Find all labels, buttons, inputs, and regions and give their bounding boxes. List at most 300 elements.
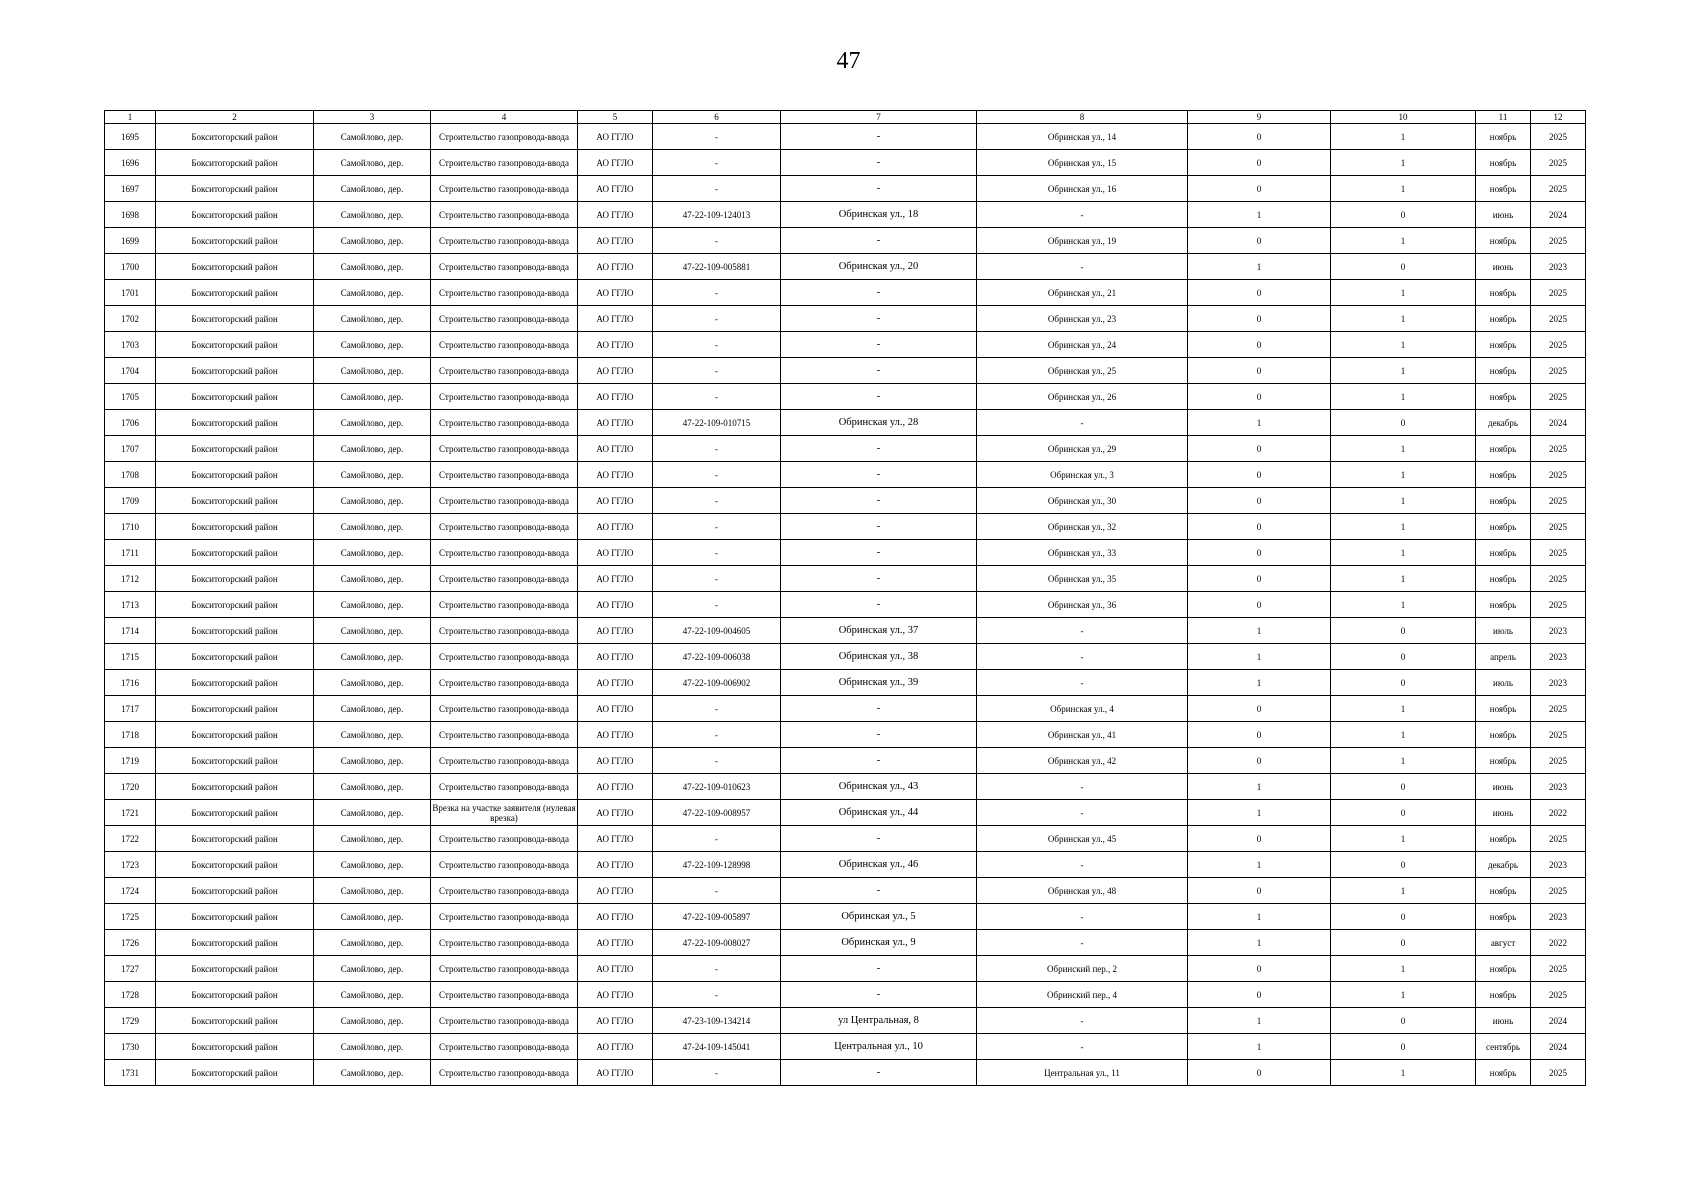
cell-year: 2025 bbox=[1531, 280, 1586, 306]
cell-organization: АО ГГЛО bbox=[578, 696, 653, 722]
column-header: 2 bbox=[156, 111, 314, 124]
cell-month: ноябрь bbox=[1476, 514, 1531, 540]
cell-district: Бокситогорский район bbox=[156, 774, 314, 800]
cell-connection-address: Обринская ул., 24 bbox=[977, 332, 1188, 358]
cell-month: июнь bbox=[1476, 800, 1531, 826]
cell-row-number: 1709 bbox=[105, 488, 156, 514]
cell-year: 2025 bbox=[1531, 722, 1586, 748]
cell-district: Бокситогорский район bbox=[156, 176, 314, 202]
table-row bbox=[105, 982, 1586, 1008]
cell-object-address: - bbox=[781, 462, 977, 488]
cell-month: ноябрь bbox=[1476, 566, 1531, 592]
cell-district: Бокситогорский район bbox=[156, 540, 314, 566]
cell-row-number: 1707 bbox=[105, 436, 156, 462]
cell-value-col10: 0 bbox=[1331, 644, 1476, 670]
cell-connection-address: - bbox=[977, 904, 1188, 930]
table-row bbox=[105, 696, 1586, 722]
cell-object-address: - bbox=[781, 592, 977, 618]
cell-settlement: Самойлово, дер. bbox=[314, 566, 431, 592]
table-row bbox=[105, 852, 1586, 878]
cell-settlement: Самойлово, дер. bbox=[314, 410, 431, 436]
cell-month: сентябрь bbox=[1476, 1034, 1531, 1060]
cell-month: июнь bbox=[1476, 254, 1531, 280]
cell-settlement: Самойлово, дер. bbox=[314, 306, 431, 332]
cell-row-number: 1710 bbox=[105, 514, 156, 540]
cell-district: Бокситогорский район bbox=[156, 488, 314, 514]
cell-value-col10: 1 bbox=[1331, 150, 1476, 176]
cell-work-type: Строительство газопровода-ввода bbox=[431, 462, 578, 488]
cell-value-col10: 1 bbox=[1331, 956, 1476, 982]
cell-month: ноябрь bbox=[1476, 150, 1531, 176]
cell-object-address: - bbox=[781, 540, 977, 566]
cell-row-number: 1723 bbox=[105, 852, 156, 878]
cell-organization: АО ГГЛО bbox=[578, 306, 653, 332]
table-row bbox=[105, 644, 1586, 670]
cell-settlement: Самойлово, дер. bbox=[314, 722, 431, 748]
cell-month: ноябрь bbox=[1476, 280, 1531, 306]
cell-value-col10: 0 bbox=[1331, 1034, 1476, 1060]
cell-cadastral-number: 47-22-109-128998 bbox=[653, 852, 781, 878]
cell-connection-address: Обринская ул., 33 bbox=[977, 540, 1188, 566]
cell-work-type: Строительство газопровода-ввода bbox=[431, 124, 578, 150]
cell-value-col9: 1 bbox=[1188, 852, 1331, 878]
table-row bbox=[105, 124, 1586, 150]
cell-district: Бокситогорский район bbox=[156, 904, 314, 930]
cell-district: Бокситогорский район bbox=[156, 410, 314, 436]
cell-value-col9: 0 bbox=[1188, 150, 1331, 176]
cell-year: 2025 bbox=[1531, 748, 1586, 774]
cell-row-number: 1726 bbox=[105, 930, 156, 956]
cell-year: 2024 bbox=[1531, 410, 1586, 436]
table-row bbox=[105, 748, 1586, 774]
cell-month: ноябрь bbox=[1476, 462, 1531, 488]
cell-row-number: 1724 bbox=[105, 878, 156, 904]
cell-year: 2023 bbox=[1531, 618, 1586, 644]
cell-value-col9: 1 bbox=[1188, 644, 1331, 670]
cell-month: ноябрь bbox=[1476, 748, 1531, 774]
cell-district: Бокситогорский район bbox=[156, 1060, 314, 1086]
cell-work-type: Строительство газопровода-ввода bbox=[431, 384, 578, 410]
cell-organization: АО ГГЛО bbox=[578, 176, 653, 202]
cell-object-address: - bbox=[781, 696, 977, 722]
cell-object-address: Обринская ул., 9 bbox=[781, 930, 977, 956]
cell-work-type: Строительство газопровода-ввода bbox=[431, 852, 578, 878]
cell-value-col10: 1 bbox=[1331, 540, 1476, 566]
cell-connection-address: Обринская ул., 15 bbox=[977, 150, 1188, 176]
cell-connection-address: - bbox=[977, 670, 1188, 696]
cell-value-col10: 1 bbox=[1331, 826, 1476, 852]
cell-organization: АО ГГЛО bbox=[578, 930, 653, 956]
cell-cadastral-number: - bbox=[653, 514, 781, 540]
cell-organization: АО ГГЛО bbox=[578, 150, 653, 176]
cell-settlement: Самойлово, дер. bbox=[314, 202, 431, 228]
cell-value-col9: 0 bbox=[1188, 436, 1331, 462]
cell-settlement: Самойлово, дер. bbox=[314, 436, 431, 462]
cell-value-col10: 1 bbox=[1331, 462, 1476, 488]
cell-connection-address: Обринская ул., 14 bbox=[977, 124, 1188, 150]
cell-object-address: - bbox=[781, 124, 977, 150]
cell-value-col9: 1 bbox=[1188, 618, 1331, 644]
cell-organization: АО ГГЛО bbox=[578, 488, 653, 514]
cell-month: август bbox=[1476, 930, 1531, 956]
cell-value-col10: 0 bbox=[1331, 618, 1476, 644]
cell-object-address: ул Центральная, 8 bbox=[781, 1008, 977, 1034]
cell-work-type: Строительство газопровода-ввода bbox=[431, 306, 578, 332]
cell-object-address: - bbox=[781, 956, 977, 982]
cell-row-number: 1711 bbox=[105, 540, 156, 566]
cell-row-number: 1695 bbox=[105, 124, 156, 150]
cell-organization: АО ГГЛО bbox=[578, 826, 653, 852]
cell-year: 2025 bbox=[1531, 826, 1586, 852]
cell-month: ноябрь bbox=[1476, 358, 1531, 384]
cell-object-address: - bbox=[781, 566, 977, 592]
cell-organization: АО ГГЛО bbox=[578, 436, 653, 462]
cell-cadastral-number: - bbox=[653, 462, 781, 488]
cell-connection-address: - bbox=[977, 774, 1188, 800]
cell-object-address: - bbox=[781, 436, 977, 462]
cell-connection-address: Обринская ул., 4 bbox=[977, 696, 1188, 722]
cell-settlement: Самойлово, дер. bbox=[314, 332, 431, 358]
cell-row-number: 1696 bbox=[105, 150, 156, 176]
cell-year: 2025 bbox=[1531, 696, 1586, 722]
cell-connection-address: - bbox=[977, 254, 1188, 280]
column-header: 9 bbox=[1188, 111, 1331, 124]
cell-row-number: 1716 bbox=[105, 670, 156, 696]
cell-month: ноябрь bbox=[1476, 904, 1531, 930]
table-row bbox=[105, 540, 1586, 566]
table-row bbox=[105, 150, 1586, 176]
cell-work-type: Строительство газопровода-ввода bbox=[431, 930, 578, 956]
cell-connection-address: Центральная ул., 11 bbox=[977, 1060, 1188, 1086]
cell-month: ноябрь bbox=[1476, 982, 1531, 1008]
table-row bbox=[105, 904, 1586, 930]
table-row bbox=[105, 800, 1586, 826]
cell-row-number: 1721 bbox=[105, 800, 156, 826]
table-row bbox=[105, 592, 1586, 618]
cell-district: Бокситогорский район bbox=[156, 280, 314, 306]
cell-cadastral-number: - bbox=[653, 748, 781, 774]
cell-row-number: 1731 bbox=[105, 1060, 156, 1086]
cell-work-type: Строительство газопровода-ввода bbox=[431, 566, 578, 592]
cell-connection-address: - bbox=[977, 930, 1188, 956]
cell-value-col9: 0 bbox=[1188, 878, 1331, 904]
cell-value-col10: 1 bbox=[1331, 124, 1476, 150]
cell-organization: АО ГГЛО bbox=[578, 722, 653, 748]
cell-row-number: 1704 bbox=[105, 358, 156, 384]
cell-year: 2024 bbox=[1531, 1008, 1586, 1034]
cell-cadastral-number: - bbox=[653, 696, 781, 722]
cell-work-type: Строительство газопровода-ввода bbox=[431, 878, 578, 904]
cell-organization: АО ГГЛО bbox=[578, 592, 653, 618]
cell-organization: АО ГГЛО bbox=[578, 904, 653, 930]
cell-object-address: - bbox=[781, 878, 977, 904]
cell-value-col10: 0 bbox=[1331, 1008, 1476, 1034]
cell-settlement: Самойлово, дер. bbox=[314, 852, 431, 878]
column-header: 10 bbox=[1331, 111, 1476, 124]
cell-work-type: Строительство газопровода-ввода bbox=[431, 592, 578, 618]
cell-district: Бокситогорский район bbox=[156, 592, 314, 618]
table-row bbox=[105, 774, 1586, 800]
cell-month: апрель bbox=[1476, 644, 1531, 670]
cell-settlement: Самойлово, дер. bbox=[314, 644, 431, 670]
cell-cadastral-number: - bbox=[653, 150, 781, 176]
cell-district: Бокситогорский район bbox=[156, 852, 314, 878]
cell-settlement: Самойлово, дер. bbox=[314, 1034, 431, 1060]
cell-month: ноябрь bbox=[1476, 696, 1531, 722]
cell-settlement: Самойлово, дер. bbox=[314, 1008, 431, 1034]
cell-connection-address: - bbox=[977, 1008, 1188, 1034]
cell-year: 2025 bbox=[1531, 228, 1586, 254]
cell-row-number: 1725 bbox=[105, 904, 156, 930]
cell-month: декабрь bbox=[1476, 852, 1531, 878]
cell-value-col10: 1 bbox=[1331, 176, 1476, 202]
page-number: 47 bbox=[836, 48, 861, 74]
cell-cadastral-number: - bbox=[653, 384, 781, 410]
cell-organization: АО ГГЛО bbox=[578, 852, 653, 878]
cell-year: 2025 bbox=[1531, 462, 1586, 488]
table-row bbox=[105, 280, 1586, 306]
cell-cadastral-number: - bbox=[653, 228, 781, 254]
cell-row-number: 1697 bbox=[105, 176, 156, 202]
cell-object-address: Обринская ул., 28 bbox=[781, 410, 977, 436]
cell-row-number: 1718 bbox=[105, 722, 156, 748]
cell-work-type: Строительство газопровода-ввода bbox=[431, 410, 578, 436]
table-row bbox=[105, 566, 1586, 592]
cell-organization: АО ГГЛО bbox=[578, 1008, 653, 1034]
cell-month: ноябрь bbox=[1476, 956, 1531, 982]
cell-value-col10: 0 bbox=[1331, 774, 1476, 800]
cell-value-col10: 0 bbox=[1331, 800, 1476, 826]
cell-row-number: 1702 bbox=[105, 306, 156, 332]
cell-value-col9: 0 bbox=[1188, 748, 1331, 774]
cell-district: Бокситогорский район bbox=[156, 202, 314, 228]
cell-cadastral-number: - bbox=[653, 488, 781, 514]
cell-year: 2023 bbox=[1531, 774, 1586, 800]
cell-district: Бокситогорский район bbox=[156, 228, 314, 254]
cell-organization: АО ГГЛО bbox=[578, 956, 653, 982]
cell-object-address: Обринская ул., 43 bbox=[781, 774, 977, 800]
cell-year: 2024 bbox=[1531, 202, 1586, 228]
cell-district: Бокситогорский район bbox=[156, 722, 314, 748]
cell-value-col10: 1 bbox=[1331, 566, 1476, 592]
cell-connection-address: Обринская ул., 36 bbox=[977, 592, 1188, 618]
table-row bbox=[105, 306, 1586, 332]
cell-object-address: Обринская ул., 5 bbox=[781, 904, 977, 930]
cell-settlement: Самойлово, дер. bbox=[314, 462, 431, 488]
cell-connection-address: Обринская ул., 26 bbox=[977, 384, 1188, 410]
cell-object-address: - bbox=[781, 1060, 977, 1086]
cell-settlement: Самойлово, дер. bbox=[314, 696, 431, 722]
table-row bbox=[105, 514, 1586, 540]
cell-year: 2025 bbox=[1531, 124, 1586, 150]
table-row bbox=[105, 462, 1586, 488]
cell-connection-address: - bbox=[977, 202, 1188, 228]
column-header: 6 bbox=[653, 111, 781, 124]
cell-month: ноябрь bbox=[1476, 722, 1531, 748]
cell-row-number: 1729 bbox=[105, 1008, 156, 1034]
cell-settlement: Самойлово, дер. bbox=[314, 670, 431, 696]
cell-value-col9: 0 bbox=[1188, 488, 1331, 514]
cell-district: Бокситогорский район bbox=[156, 124, 314, 150]
cell-cadastral-number: 47-22-109-008957 bbox=[653, 800, 781, 826]
cell-district: Бокситогорский район bbox=[156, 644, 314, 670]
cell-connection-address: - bbox=[977, 800, 1188, 826]
cell-connection-address: Обринская ул., 23 bbox=[977, 306, 1188, 332]
cell-month: июль bbox=[1476, 618, 1531, 644]
table-row bbox=[105, 956, 1586, 982]
cell-value-col10: 1 bbox=[1331, 592, 1476, 618]
cell-district: Бокситогорский район bbox=[156, 930, 314, 956]
cell-organization: АО ГГЛО bbox=[578, 748, 653, 774]
cell-organization: АО ГГЛО bbox=[578, 878, 653, 904]
cell-work-type: Строительство газопровода-ввода bbox=[431, 202, 578, 228]
cell-cadastral-number: 47-22-109-006038 bbox=[653, 644, 781, 670]
cell-settlement: Самойлово, дер. bbox=[314, 618, 431, 644]
cell-year: 2022 bbox=[1531, 800, 1586, 826]
header-row bbox=[105, 111, 1586, 124]
cell-value-col10: 0 bbox=[1331, 202, 1476, 228]
cell-value-col10: 1 bbox=[1331, 384, 1476, 410]
table-row bbox=[105, 722, 1586, 748]
cell-connection-address: - bbox=[977, 644, 1188, 670]
cell-district: Бокситогорский район bbox=[156, 670, 314, 696]
cell-work-type: Строительство газопровода-ввода bbox=[431, 670, 578, 696]
table-row bbox=[105, 332, 1586, 358]
cell-value-col9: 1 bbox=[1188, 1008, 1331, 1034]
cell-row-number: 1727 bbox=[105, 956, 156, 982]
cell-settlement: Самойлово, дер. bbox=[314, 774, 431, 800]
cell-value-col10: 0 bbox=[1331, 852, 1476, 878]
cell-settlement: Самойлово, дер. bbox=[314, 254, 431, 280]
cell-district: Бокситогорский район bbox=[156, 748, 314, 774]
cell-value-col10: 0 bbox=[1331, 670, 1476, 696]
cell-cadastral-number: - bbox=[653, 124, 781, 150]
cell-year: 2025 bbox=[1531, 306, 1586, 332]
cell-cadastral-number: - bbox=[653, 722, 781, 748]
cell-row-number: 1700 bbox=[105, 254, 156, 280]
cell-connection-address: Обринская ул., 35 bbox=[977, 566, 1188, 592]
cell-work-type: Строительство газопровода-ввода bbox=[431, 774, 578, 800]
cell-row-number: 1730 bbox=[105, 1034, 156, 1060]
cell-settlement: Самойлово, дер. bbox=[314, 748, 431, 774]
cell-value-col10: 1 bbox=[1331, 1060, 1476, 1086]
cell-row-number: 1715 bbox=[105, 644, 156, 670]
cell-year: 2025 bbox=[1531, 540, 1586, 566]
cell-object-address: - bbox=[781, 332, 977, 358]
cell-object-address: - bbox=[781, 358, 977, 384]
cell-row-number: 1717 bbox=[105, 696, 156, 722]
cell-value-col9: 1 bbox=[1188, 904, 1331, 930]
table-body bbox=[105, 111, 1586, 1086]
cell-year: 2025 bbox=[1531, 956, 1586, 982]
cell-organization: АО ГГЛО bbox=[578, 800, 653, 826]
cell-work-type: Строительство газопровода-ввода bbox=[431, 982, 578, 1008]
table-row bbox=[105, 358, 1586, 384]
cell-district: Бокситогорский район bbox=[156, 514, 314, 540]
cell-settlement: Самойлово, дер. bbox=[314, 592, 431, 618]
column-header: 1 bbox=[105, 111, 156, 124]
cell-work-type: Строительство газопровода-ввода bbox=[431, 488, 578, 514]
cell-cadastral-number: 47-24-109-145041 bbox=[653, 1034, 781, 1060]
table-row bbox=[105, 436, 1586, 462]
cell-work-type: Строительство газопровода-ввода bbox=[431, 956, 578, 982]
cell-month: июль bbox=[1476, 670, 1531, 696]
cell-settlement: Самойлово, дер. bbox=[314, 878, 431, 904]
cell-object-address: - bbox=[781, 514, 977, 540]
cell-organization: АО ГГЛО bbox=[578, 384, 653, 410]
cell-object-address: Центральная ул., 10 bbox=[781, 1034, 977, 1060]
cell-value-col9: 1 bbox=[1188, 254, 1331, 280]
cell-row-number: 1701 bbox=[105, 280, 156, 306]
cell-work-type: Строительство газопровода-ввода bbox=[431, 436, 578, 462]
cell-row-number: 1719 bbox=[105, 748, 156, 774]
cell-settlement: Самойлово, дер. bbox=[314, 176, 431, 202]
cell-month: ноябрь bbox=[1476, 878, 1531, 904]
cell-cadastral-number: 47-22-109-124013 bbox=[653, 202, 781, 228]
cell-value-col10: 1 bbox=[1331, 982, 1476, 1008]
cell-value-col10: 1 bbox=[1331, 280, 1476, 306]
table-row bbox=[105, 1060, 1586, 1086]
cell-year: 2024 bbox=[1531, 1034, 1586, 1060]
cell-district: Бокситогорский район bbox=[156, 618, 314, 644]
cell-value-col10: 1 bbox=[1331, 488, 1476, 514]
cell-settlement: Самойлово, дер. bbox=[314, 956, 431, 982]
cell-work-type: Врезка на участке заявителя (нулевая врезка) bbox=[431, 800, 578, 826]
cell-row-number: 1720 bbox=[105, 774, 156, 800]
cell-value-col10: 1 bbox=[1331, 332, 1476, 358]
cell-month: ноябрь bbox=[1476, 436, 1531, 462]
cell-year: 2022 bbox=[1531, 930, 1586, 956]
data-table bbox=[104, 110, 1586, 1086]
cell-value-col10: 1 bbox=[1331, 722, 1476, 748]
cell-cadastral-number: - bbox=[653, 1060, 781, 1086]
cell-value-col10: 1 bbox=[1331, 306, 1476, 332]
column-header: 7 bbox=[781, 111, 977, 124]
cell-value-col10: 0 bbox=[1331, 254, 1476, 280]
table-row bbox=[105, 1034, 1586, 1060]
cell-value-col9: 0 bbox=[1188, 592, 1331, 618]
cell-settlement: Самойлово, дер. bbox=[314, 800, 431, 826]
cell-organization: АО ГГЛО bbox=[578, 670, 653, 696]
cell-organization: АО ГГЛО bbox=[578, 618, 653, 644]
cell-value-col10: 0 bbox=[1331, 410, 1476, 436]
cell-district: Бокситогорский район bbox=[156, 956, 314, 982]
table-row bbox=[105, 670, 1586, 696]
cell-connection-address: Обринская ул., 41 bbox=[977, 722, 1188, 748]
table-row bbox=[105, 878, 1586, 904]
cell-value-col9: 0 bbox=[1188, 332, 1331, 358]
cell-connection-address: Обринский пер., 4 bbox=[977, 982, 1188, 1008]
cell-organization: АО ГГЛО bbox=[578, 124, 653, 150]
cell-district: Бокситогорский район bbox=[156, 150, 314, 176]
cell-work-type: Строительство газопровода-ввода bbox=[431, 358, 578, 384]
cell-district: Бокситогорский район bbox=[156, 332, 314, 358]
cell-value-col9: 0 bbox=[1188, 826, 1331, 852]
cell-organization: АО ГГЛО bbox=[578, 410, 653, 436]
cell-cadastral-number: - bbox=[653, 592, 781, 618]
cell-object-address: Обринская ул., 39 bbox=[781, 670, 977, 696]
cell-work-type: Строительство газопровода-ввода bbox=[431, 540, 578, 566]
cell-year: 2025 bbox=[1531, 592, 1586, 618]
cell-value-col9: 0 bbox=[1188, 124, 1331, 150]
cell-value-col10: 0 bbox=[1331, 904, 1476, 930]
cell-object-address: - bbox=[781, 982, 977, 1008]
cell-value-col10: 1 bbox=[1331, 228, 1476, 254]
table-row bbox=[105, 384, 1586, 410]
table-row bbox=[105, 176, 1586, 202]
cell-organization: АО ГГЛО bbox=[578, 202, 653, 228]
cell-district: Бокситогорский район bbox=[156, 566, 314, 592]
